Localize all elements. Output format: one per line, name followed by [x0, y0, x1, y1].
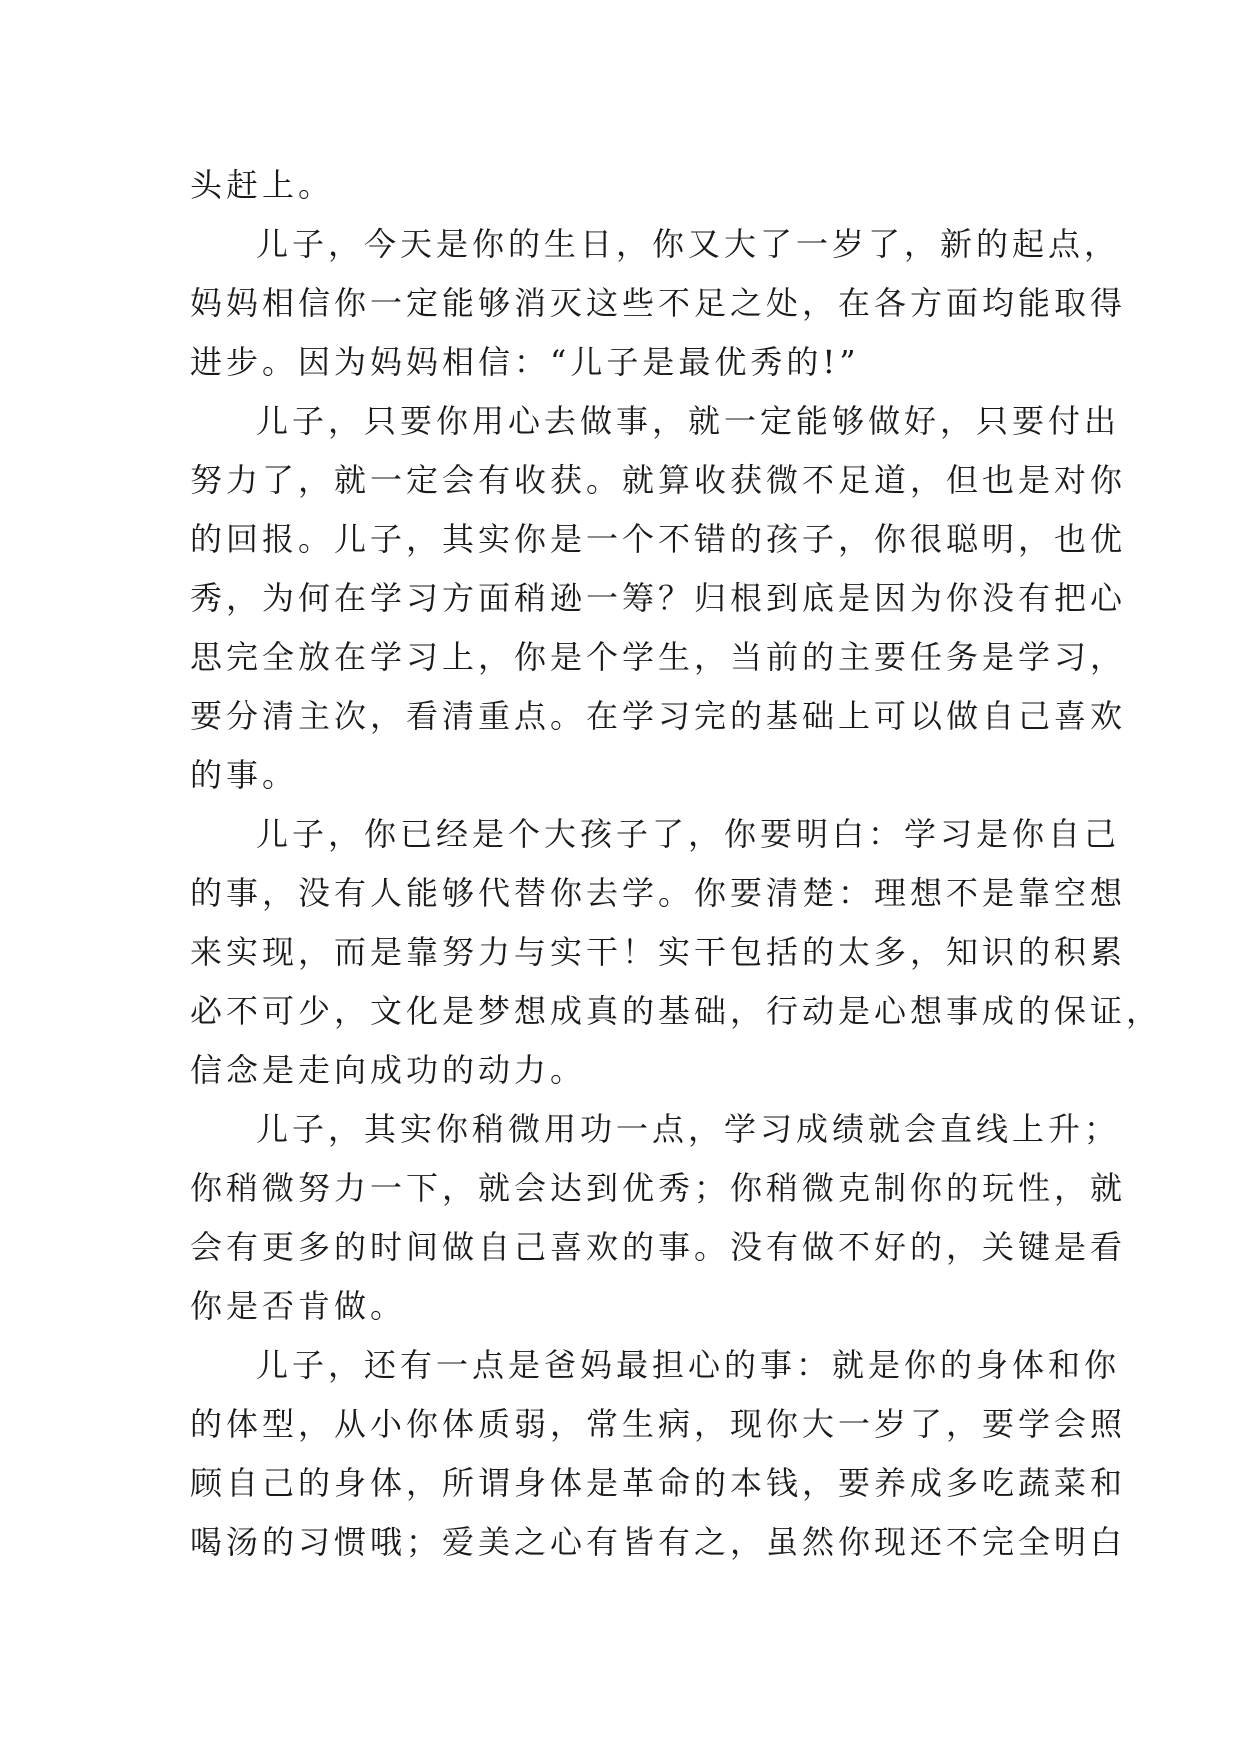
body-text [190, 156, 1163, 1572]
text-line: 秀，为何在学习方面稍逊一筹？归根到底是因为你没有把心 [190, 579, 1127, 617]
text-line: 信念是走向成功的动力。 [190, 1051, 587, 1089]
text-line: 的体型，从小你体质弱，常生病，现你大一岁了，要学会照 [190, 1405, 1127, 1443]
text-line: 喝汤的习惯哦；爱美之心有皆有之，虽然你现还不完全明白 [190, 1523, 1127, 1561]
paragraph-first-line: 儿子，你已经是个大孩子了，你要明白：学习是你自己 [256, 815, 1121, 853]
text-line: 你稍微努力一下，就会达到优秀；你稍微克制你的玩性，就 [190, 1169, 1127, 1207]
text-line: 要分清主次，看清重点。在学习完的基础上可以做自己喜欢 [190, 697, 1127, 735]
text-line: 必不可少，文化是梦想成真的基础，行动是心想事成的保证， [190, 992, 1163, 1030]
text-line: 你是否肯做。 [190, 1287, 407, 1325]
paragraph-first-line: 儿子，还有一点是爸妈最担心的事：就是你的身体和你 [256, 1346, 1121, 1384]
text-line: 来实现，而是靠努力与实干！实干包括的太多，知识的积累 [190, 933, 1127, 971]
text-line: 思完全放在学习上，你是个学生，当前的主要任务是学习， [190, 638, 1127, 676]
text-line: 顾自己的身体，所谓身体是革命的本钱，要养成多吃蔬菜和 [190, 1464, 1127, 1502]
text-line: 努力了，就一定会有收获。就算收获微不足道，但也是对你 [190, 461, 1127, 499]
paragraph-first-line: 儿子，只要你用心去做事，就一定能够做好，只要付出 [256, 402, 1121, 440]
text-line: 进步。因为妈妈相信：“儿子是最优秀的!” [190, 343, 860, 381]
text-line: 的事，没有人能够代替你去学。你要清楚：理想不是靠空想 [190, 874, 1127, 912]
paragraph-first-line: 儿子，其实你稍微用功一点，学习成绩就会直线上升； [256, 1110, 1121, 1148]
text-line: 的事。 [190, 756, 299, 794]
text-line: 的回报。儿子，其实你是一个不错的孩子，你很聪明，也优 [190, 520, 1127, 558]
text-line: 头赶上。 [190, 166, 335, 204]
text-line: 妈妈相信你一定能够消灭这些不足之处，在各方面均能取得 [190, 284, 1127, 322]
text-line: 会有更多的时间做自己喜欢的事。没有做不好的，关键是看 [190, 1228, 1127, 1266]
paragraph-first-line: 儿子，今天是你的生日，你又大了一岁了，新的起点， [256, 225, 1121, 263]
